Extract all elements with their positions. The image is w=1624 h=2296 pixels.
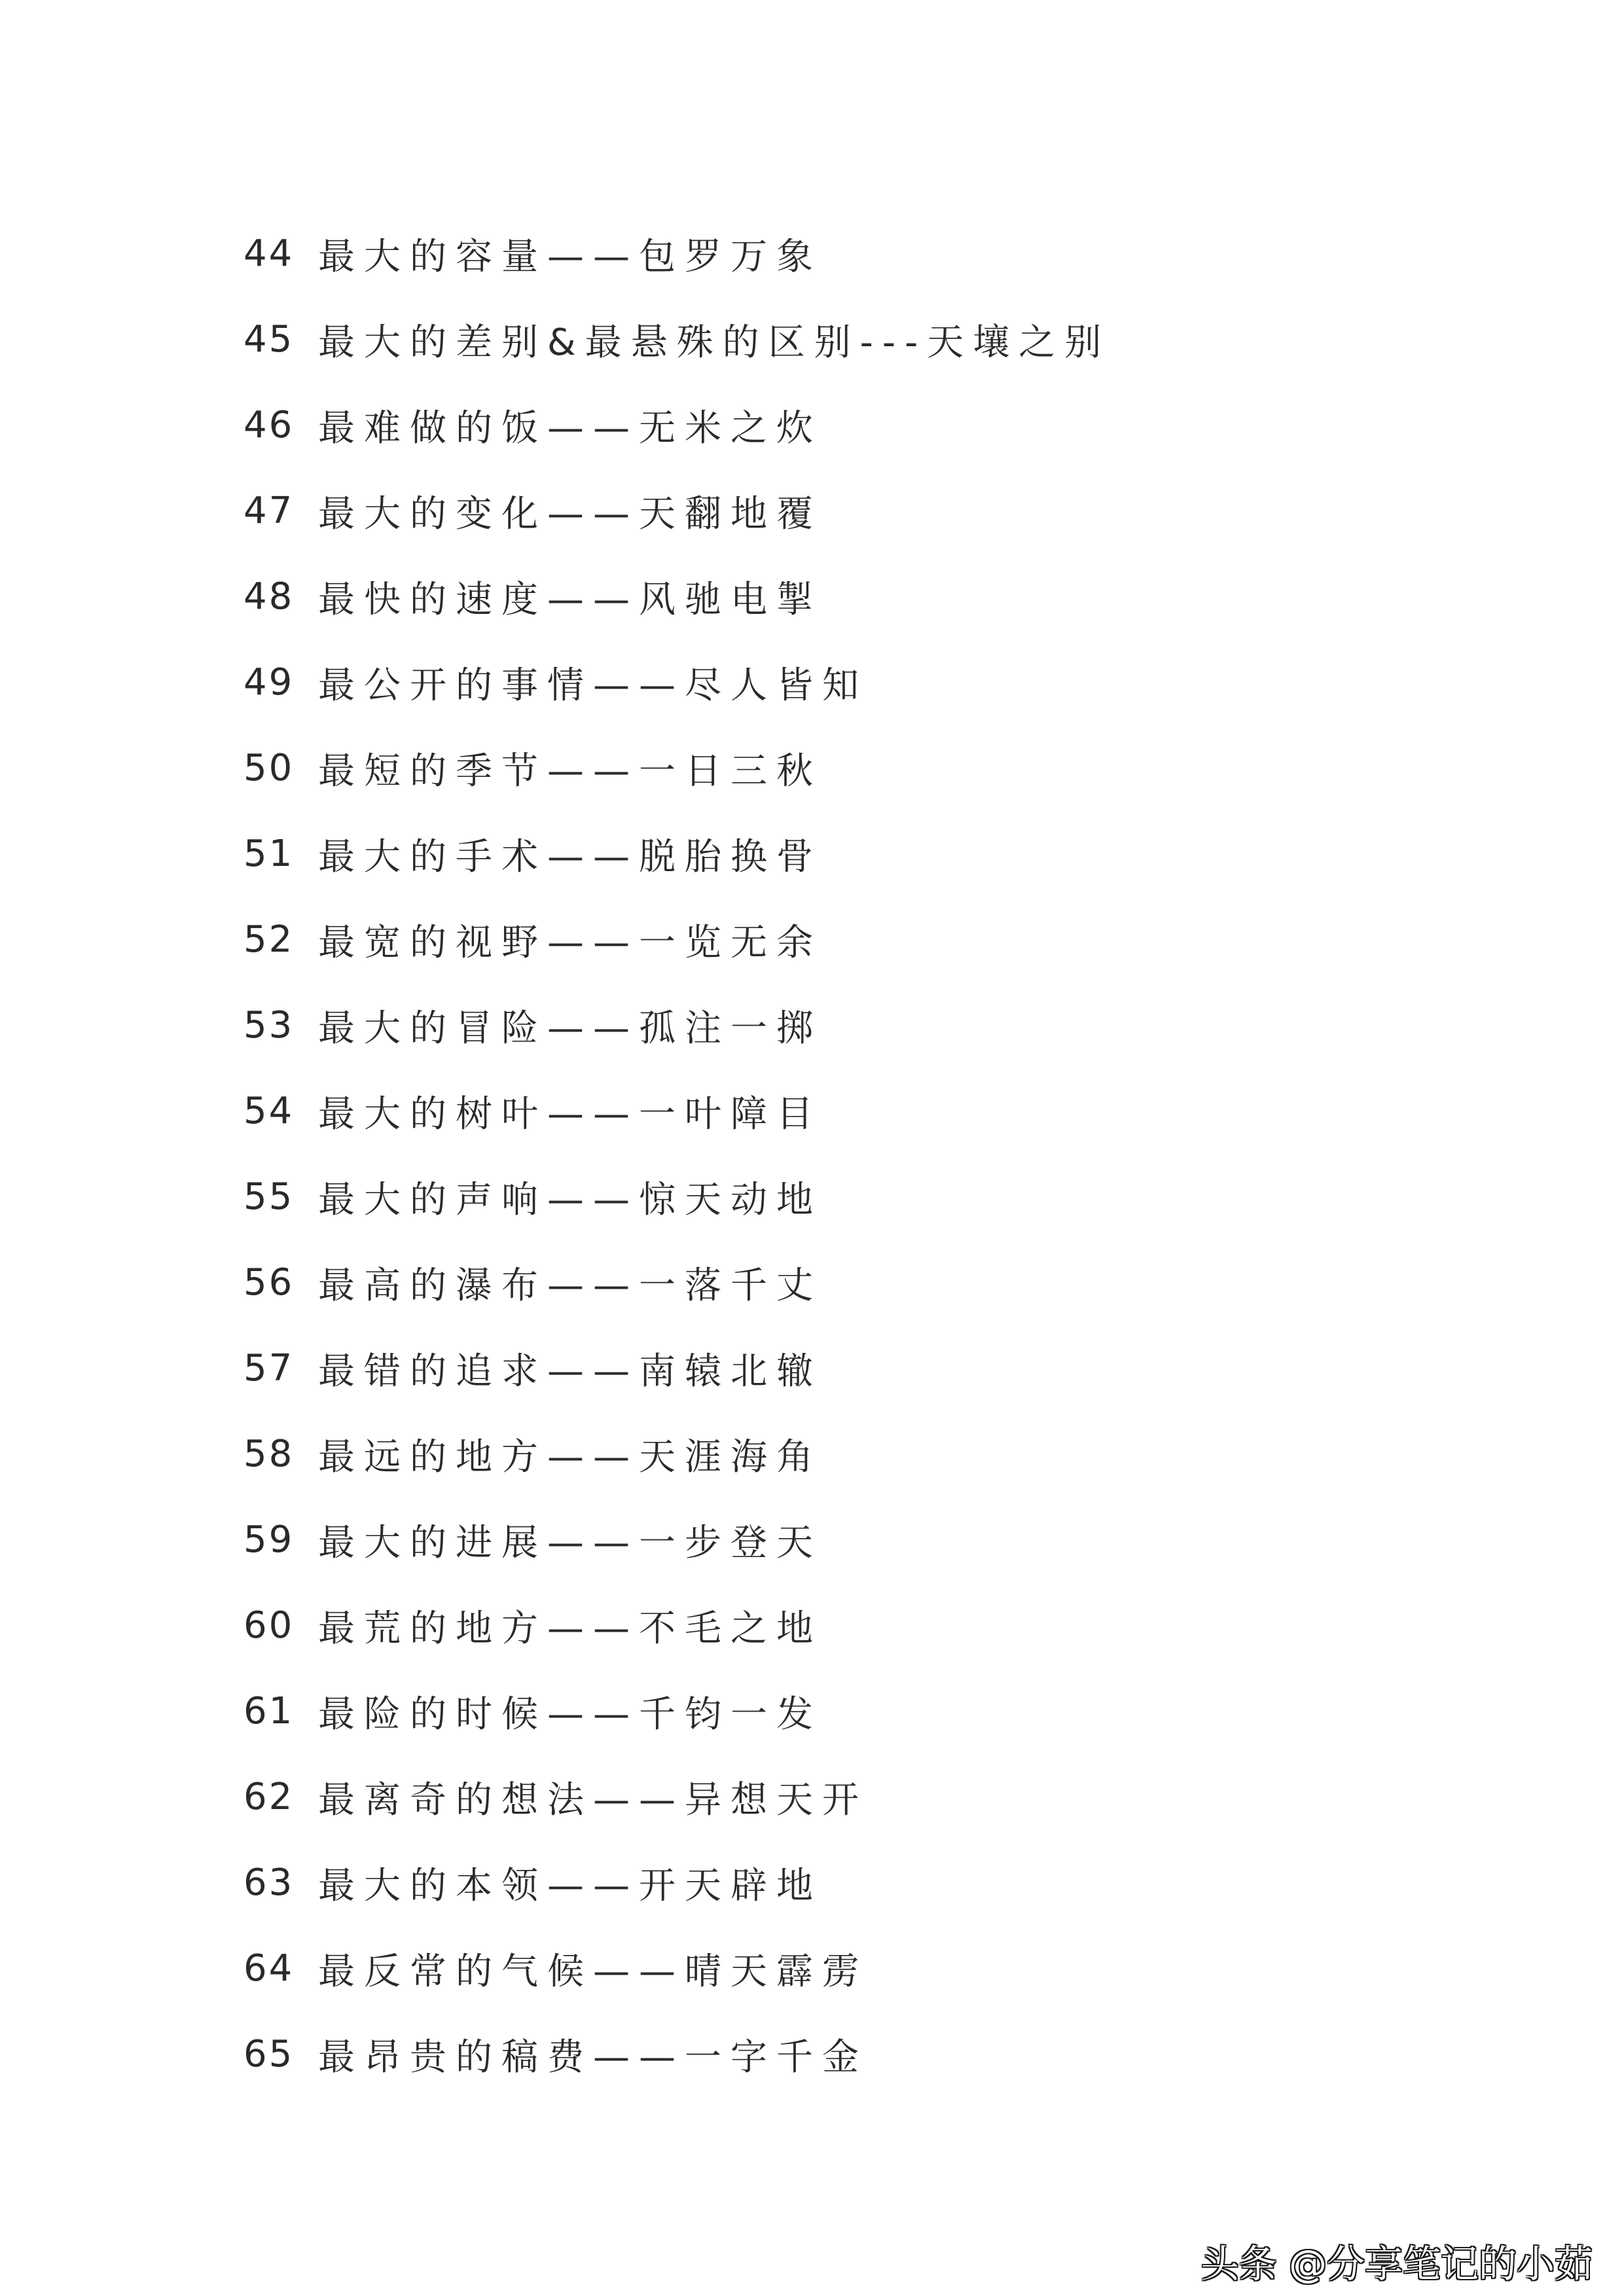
- list-item: [244, 982, 1487, 1068]
- list-item: [244, 1668, 1487, 1754]
- item-text: 最错的追求——南辕北辙: [318, 1350, 822, 1393]
- list-item: [244, 554, 1487, 639]
- item-text: 最大的容量——包罗万象: [318, 235, 822, 278]
- item-text: 最大的冒险——孤注一掷: [318, 1007, 822, 1050]
- item-text: 最大的进展——一步登天: [318, 1521, 822, 1564]
- list-item: [244, 1583, 1487, 1668]
- item-text: 最高的瀑布——一落千丈: [318, 1264, 822, 1307]
- list-item: [244, 468, 1487, 554]
- item-number: 58: [244, 1433, 295, 1475]
- item-text: 最大的差别&最悬殊的区别---天壤之别: [318, 321, 1111, 364]
- list-item: [244, 2011, 1487, 2097]
- list-item: [244, 811, 1487, 897]
- item-number: 57: [244, 1347, 295, 1390]
- list-item: [244, 1926, 1487, 2011]
- item-number: 60: [244, 1604, 295, 1647]
- list-item: [244, 1411, 1487, 1497]
- item-number: 59: [244, 1518, 295, 1561]
- item-number: 64: [244, 1947, 295, 1990]
- item-text: 最难做的饭——无米之炊: [318, 406, 822, 450]
- item-number: 46: [244, 404, 295, 446]
- item-text: 最快的速度——风驰电掣: [318, 578, 822, 621]
- item-text: 最离奇的想法——异想天开: [318, 1778, 868, 1821]
- item-number: 51: [244, 833, 295, 875]
- item-number: 50: [244, 747, 295, 789]
- list-item: [244, 1325, 1487, 1411]
- source-watermark: 头条 @分享笔记的小茹: [1200, 2242, 1593, 2286]
- idiom-list: [244, 211, 1487, 2097]
- item-text: 最险的时候——千钧一发: [318, 1693, 822, 1736]
- list-item: [244, 639, 1487, 725]
- list-item: [244, 1754, 1487, 1840]
- list-item: [244, 1240, 1487, 1325]
- item-text: 最大的手术——脱胎换骨: [318, 835, 822, 878]
- item-number: 47: [244, 490, 295, 532]
- list-item: [244, 1068, 1487, 1154]
- item-text: 最公开的事情——尽人皆知: [318, 664, 868, 707]
- item-text: 最荒的地方——不毛之地: [318, 1607, 822, 1650]
- item-text: 最大的树叶——一叶障目: [318, 1092, 822, 1136]
- item-number: 45: [244, 318, 295, 361]
- item-text: 最大的本领——开天辟地: [318, 1864, 822, 1907]
- list-item: [244, 1840, 1487, 1926]
- item-text: 最大的变化——天翻地覆: [318, 492, 822, 535]
- item-number: 48: [244, 575, 295, 618]
- item-number: 52: [244, 918, 295, 961]
- item-text: 最昂贵的稿费——一字千金: [318, 2036, 868, 2079]
- item-number: 53: [244, 1004, 295, 1047]
- item-number: 63: [244, 1861, 295, 1904]
- list-item: [244, 725, 1487, 811]
- item-number: 44: [244, 232, 295, 275]
- list-item: [244, 1154, 1487, 1240]
- item-text: 最大的声响——惊天动地: [318, 1178, 822, 1221]
- item-number: 65: [244, 2033, 295, 2075]
- list-item: [244, 897, 1487, 982]
- item-text: 最反常的气候——晴天霹雳: [318, 1950, 868, 1993]
- list-item: [244, 296, 1487, 382]
- item-text: 最远的地方——天涯海角: [318, 1435, 822, 1479]
- list-item: [244, 211, 1487, 296]
- item-text: 最宽的视野——一览无余: [318, 921, 822, 964]
- item-number: 56: [244, 1261, 295, 1304]
- item-number: 54: [244, 1090, 295, 1132]
- list-item: [244, 1497, 1487, 1583]
- item-number: 49: [244, 661, 295, 704]
- item-number: 62: [244, 1776, 295, 1818]
- item-text: 最短的季节——一日三秋: [318, 749, 822, 793]
- item-number: 61: [244, 1690, 295, 1732]
- item-number: 55: [244, 1175, 295, 1218]
- list-item: [244, 382, 1487, 468]
